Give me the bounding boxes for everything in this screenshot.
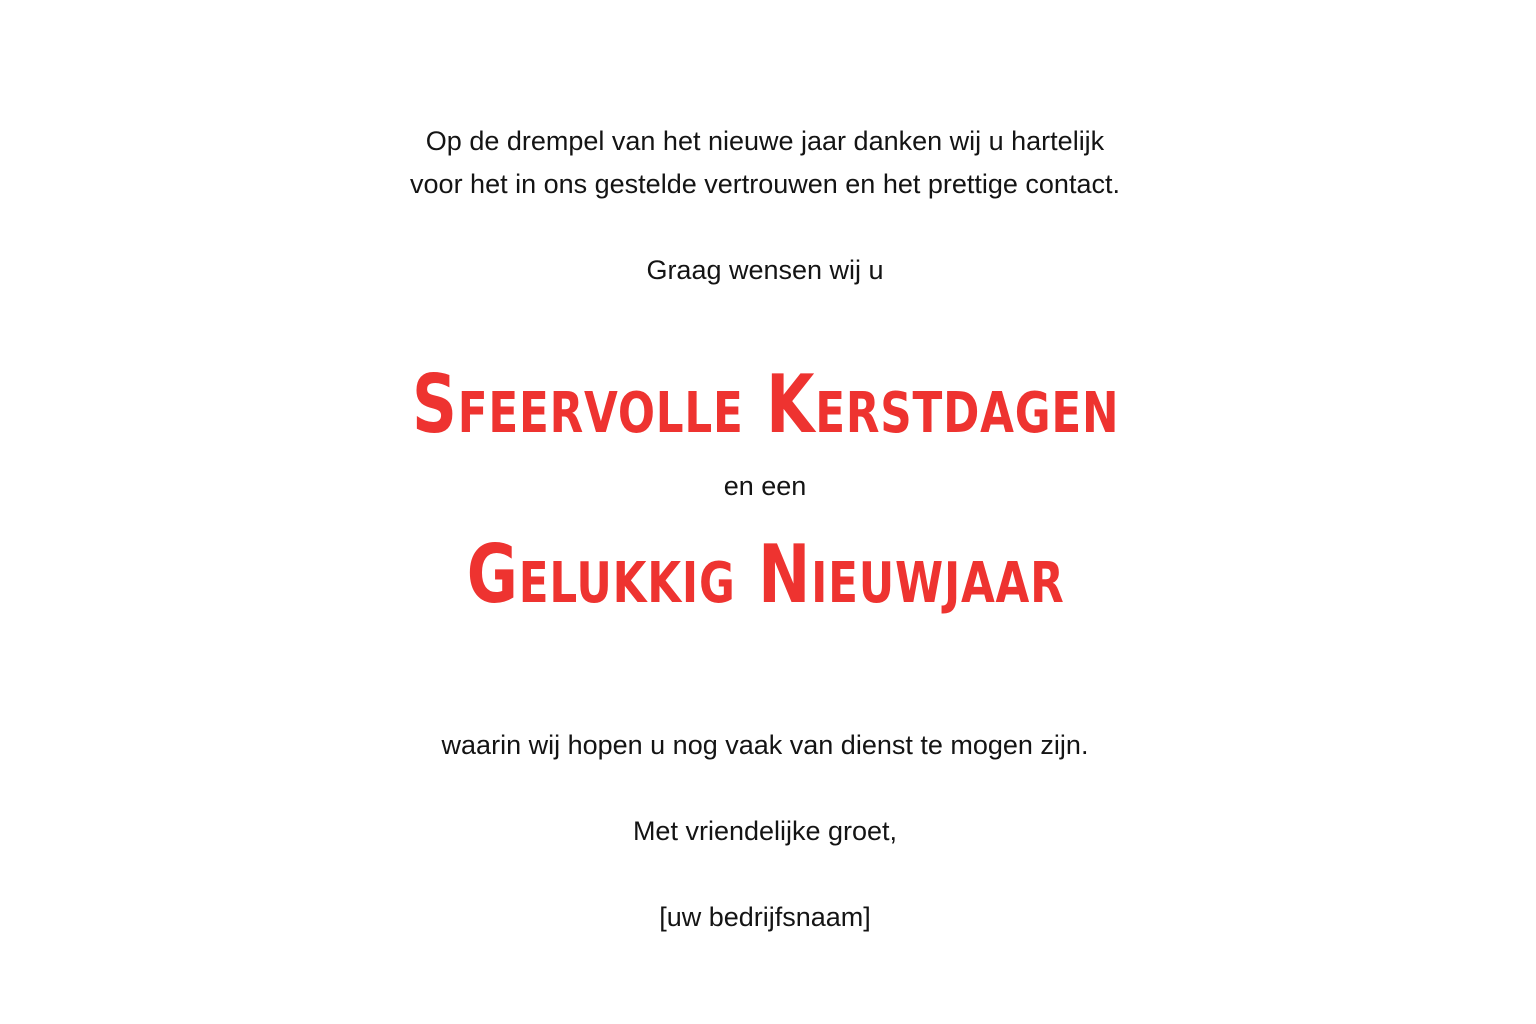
headline-new-year: Gelukkig Nieuwjaar [466, 528, 1065, 621]
greeting-text: Met vriendelijke groet, [632, 816, 898, 846]
headline-christmas: Sfeervolle Kerstdagen [412, 358, 1120, 451]
connector-text: en een [723, 471, 807, 501]
company-placeholder: [uw bedrijfsnaam] [659, 902, 871, 932]
wish-lead-text: Graag wensen wij u [646, 255, 884, 285]
closing-line: waarin wij hopen u nog vaak van dienst te mogen zijn. [441, 730, 1089, 760]
intro-line-2: voor het in ons gestelde vertrouwen en het prettige contact. [410, 169, 1120, 199]
intro-line-1: Op de drempel van het nieuwe jaar danken wij u hartelijk [425, 126, 1105, 156]
